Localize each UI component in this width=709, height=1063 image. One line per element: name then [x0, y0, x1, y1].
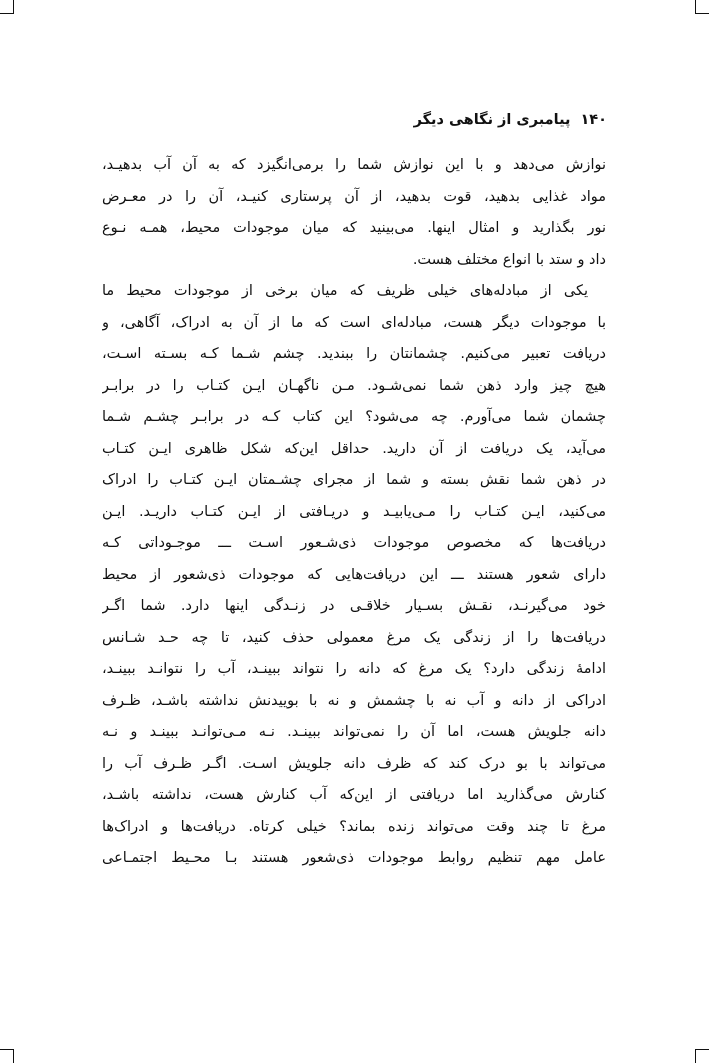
text-line: داد و ستد با انواع مختلف هست.	[412, 251, 606, 268]
page-number: ۱۴۰	[580, 112, 607, 128]
body-text	[102, 150, 606, 875]
paragraph-1	[102, 150, 606, 276]
crop-mark-top-left-h	[0, 13, 13, 14]
text-line: دریافت‌ها که مخصوص موجودات ذی‌شـعور اسـت ـــ موجـوداتی کـه	[102, 535, 606, 551]
running-header	[414, 112, 607, 128]
text-line: مرغ تا چند وقت می‌تواند زنده بماند؟ خیلی کرتاه. دریافت‌ها و ادراک‌ها	[102, 818, 606, 835]
text-line: مواد غذایی بدهید، قوت بدهید، از آن پرستاری کنیـد، آن را در معـرض	[102, 188, 606, 205]
crop-mark-top-left-v	[13, 0, 14, 14]
text-line: می‌تواند با بو درک کند که ظرف دانه جلویش اسـت. اگـر ظـرف آب را	[102, 755, 606, 772]
paragraph-2	[102, 276, 606, 875]
text-line: می‌آید، یک دریافت از آن دارید. حداقل این‌که شکل ظاهری ایـن کتـاب	[102, 440, 606, 457]
text-line: نور بگذارید و امثال اینها. می‌بینید که میان موجودات محیط، همـه نـوع	[102, 220, 606, 236]
text-line: ادراکی از دانه و آب نه با چشمش و نه با بوییدنش نداشته باشـد، ظـرف	[102, 692, 606, 709]
text-line: هیچ چیز وارد ذهن شما نمی‌شـود. مـن ناگهـان ایـن کتـاب را در برابـر	[102, 377, 606, 394]
text-line: چشمان شما می‌آورم. چه می‌شود؟ این کتاب کـه در برابـر چشـم شـما	[102, 409, 606, 425]
book-title: پیامبری از نگاهی دیگر	[413, 112, 571, 128]
text-line: دارای شعور هستند ـــ این دریافت‌هایی که موجودات ذی‌شعور از محیط	[102, 566, 606, 583]
text-line: دانه جلویش هست، اما آن را نمی‌تواند ببینـد. نـه مـی‌توانـد ببینـد و نـه	[102, 724, 606, 740]
crop-mark-top-right-v	[695, 0, 696, 14]
text-line: با موجودات دیگر هست، مبادله‌ای است که ما از آن به ادراک، آگاهی، و	[102, 314, 606, 331]
text-line: یکی از مبادله‌های خیلی ظریف که میان برخی از موجودات محیط ما	[102, 283, 588, 299]
crop-mark-top-right-h	[696, 13, 709, 14]
text-line: می‌کنید، ایـن کتـاب را مـی‌یابیـد و دریـافتی از ایـن کتـاب داریـد. ایـن	[102, 503, 606, 520]
text-line: دریافت‌ها را از زندگی یک مرغ معمولی حذف کنید، تا چه حـد شـانس	[102, 629, 606, 646]
crop-mark-bottom-left-v	[13, 1049, 14, 1063]
text-line: در ذهن شما نقش بسته و شما از مجرای چشـمتان ایـن کتـاب را ادراک	[102, 472, 606, 488]
crop-mark-bottom-right-v	[695, 1049, 696, 1063]
text-line: خود می‌گیرنـد، نقـش بسـیار خلاقـی در زنـدگی اینها دارد. شما اگـر	[102, 598, 606, 614]
text-line: ادامهٔ زندگی دارد؟ یک مرغ که دانه را نتواند ببینـد، آب را نتوانـد ببینـد،	[102, 661, 606, 677]
text-line: عامل مهم تنظیم روابط موجودات ذی‌شعور هستند بـا محـیط اجتمـاعی	[102, 850, 606, 866]
text-line: دریافت تعبیر می‌کنیم. چشمانتان را ببندید. چشم شـما کـه بسـته اسـت،	[102, 346, 606, 362]
text-line: کنارش می‌گذارید اما دریافتی از این‌که آب کنارش هست، نداشته باشـد،	[102, 787, 606, 803]
crop-mark-bottom-left-h	[0, 1049, 13, 1050]
text-line: نوازش می‌دهد و با این نوازش شما را برمی‌انگیزد که به آن آب بدهیـد،	[102, 157, 606, 173]
crop-mark-bottom-right-h	[696, 1049, 709, 1050]
